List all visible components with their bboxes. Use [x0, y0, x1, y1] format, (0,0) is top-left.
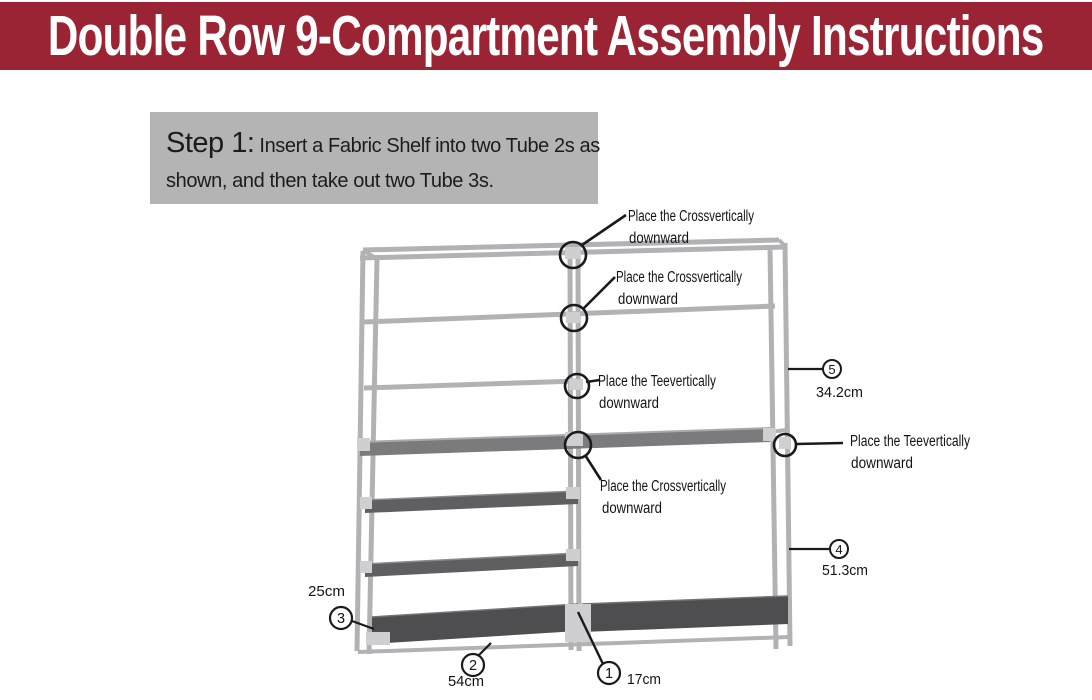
marker-4-dimension: 51.3cm [822, 562, 868, 579]
joint-block [366, 632, 390, 645]
callout-2-line1: Place the Crossvertically [616, 269, 743, 286]
fabric-shelf-level5 [365, 491, 578, 513]
callout-leader-5 [796, 443, 843, 444]
joint-block [566, 549, 580, 561]
crossbar-level3-left [364, 381, 578, 388]
callout-leader-2 [583, 277, 615, 309]
marker-5-number: 5 [828, 362, 836, 377]
joint-block [357, 438, 370, 451]
marker-4-number: 4 [835, 542, 843, 557]
step-text-line1: Insert a Fabric Shelf into two Tube 2s as [259, 135, 600, 157]
joint-block [779, 437, 791, 449]
callout-1-line1: Place the Crossvertically [628, 208, 755, 225]
callout-leader-1 [582, 215, 626, 245]
joint-block [565, 247, 581, 259]
marker-2-number: 2 [468, 658, 478, 674]
callout-5-line1: Place the Teevertically [850, 433, 971, 450]
joint-block [566, 487, 580, 499]
marker-1-dimension: 17cm [627, 671, 661, 688]
marker-1-number: 1 [604, 666, 614, 682]
joint-block [569, 379, 583, 390]
page-title: Double Row 9-Compartment Assembly Instructions [48, 3, 1044, 68]
joint-block [763, 428, 776, 441]
joint-block [565, 604, 591, 642]
callout-5-line2: downward [851, 455, 913, 472]
marker-2-dimension: 54cm [448, 673, 484, 690]
callout-4-line2: downward [602, 500, 662, 517]
callout-3-line2: downward [599, 395, 659, 412]
callout-leader-4 [585, 455, 601, 480]
fabric-shelf-level6 [365, 553, 578, 577]
post-left-front [369, 259, 377, 654]
marker-3-number: 3 [336, 611, 346, 627]
step-label: Step 1: [166, 127, 255, 159]
callout-3-line1: Place the Teevertically [598, 373, 717, 390]
callout-2-line2: downward [618, 291, 678, 308]
marker-5-dimension: 34.2cm [816, 384, 863, 401]
step-text-line2: shown, and then take out two Tube 3s. [166, 169, 494, 192]
callout-4-line1: Place the Crossvertically [600, 478, 727, 495]
joint-block [360, 497, 372, 509]
fabric-shelf-bottom-right [582, 596, 788, 632]
marker-3-dimension: 25cm [308, 583, 345, 600]
joint-block [360, 561, 372, 573]
joint-block [566, 312, 580, 323]
callout-1-line2: downward [629, 230, 689, 247]
